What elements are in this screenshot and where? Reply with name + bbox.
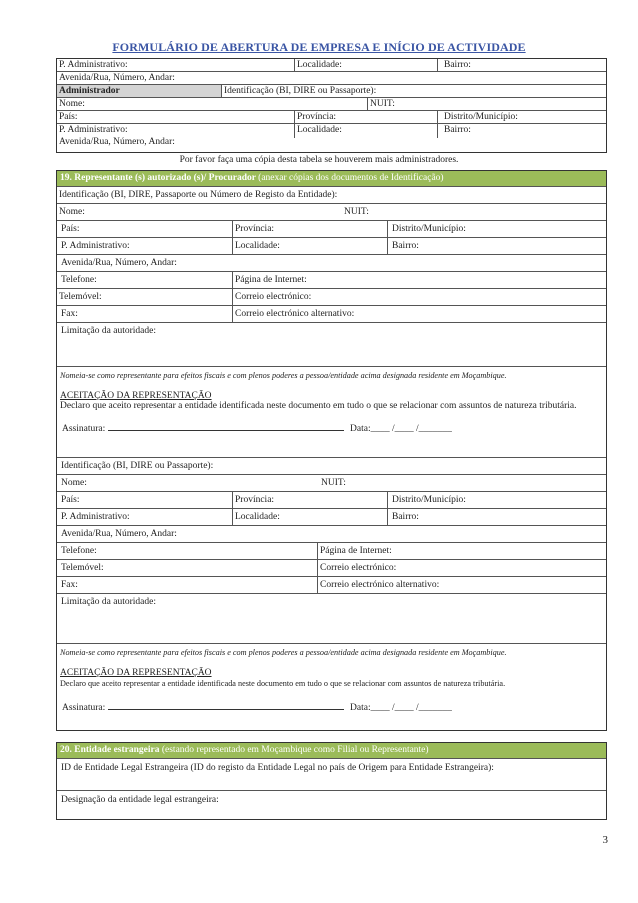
rep2-aceitacao-text: Declaro que aceito representar a entidade identificada neste documento em tudo o que se relacionar com assuntos de natureza tributária. [60, 679, 506, 688]
rep2-acceptance-block [57, 644, 606, 730]
avenida-field[interactable]: Avenida/Rua, Número, Andar: [59, 73, 175, 83]
rep1-nome-field[interactable]: Nome: [59, 207, 85, 217]
rep1-aceitacao-title: ACEITAÇÃO DA REPRESENTAÇÃO [60, 391, 212, 401]
p-admin-2-label: P. Administrativo: [59, 125, 128, 135]
provincia-field[interactable]: Província: [294, 111, 437, 123]
rep1-telemovel-field[interactable]: Telemóvel: [59, 292, 102, 302]
page-number: 3 [602, 834, 608, 846]
localidade-2-field[interactable]: Localidade: [294, 124, 437, 138]
rep2-signature-line [60, 701, 603, 713]
rep1-provincia-field[interactable]: Província: [232, 221, 387, 237]
rep1-distrito-field[interactable]: Distrito/Município: [387, 221, 608, 237]
rep1-localidade-field[interactable]: Localidade: [232, 238, 387, 254]
rep1-avenida-field[interactable]: Avenida/Rua, Número, Andar: [61, 258, 177, 268]
rep2-signature-field[interactable] [108, 701, 344, 710]
form-title: FORMULÁRIO DE ABERTURA DE EMPRESA E INÍCIO DE ACTIVIDADE [112, 40, 526, 54]
rep1-assinatura-label: Assinatura: [62, 424, 106, 434]
rep2-pagina-field[interactable]: Página de Internet: [317, 543, 608, 559]
rep1-aceitacao-text: Declaro que aceito representar a entidade identificada neste documento em tudo o que se relacionar com assuntos de natureza tributária. [60, 401, 577, 411]
rep2-p-admin-field[interactable]: P. Administrativo: [61, 512, 130, 522]
rep2-identificacao-field[interactable]: Identificação (BI, DIRE ou Passaporte): [61, 461, 214, 471]
section-20-title: 20. Entidade estrangeira [60, 745, 160, 755]
administrador-label: Administrador [57, 85, 221, 97]
section-19 [56, 170, 607, 731]
pais-field[interactable]: País: [59, 112, 78, 122]
rep1-data-field[interactable]: Data:____ /____ /_______ [350, 424, 452, 434]
rep2-fax-field[interactable]: Fax: [61, 580, 78, 590]
rep1-correio-alt-field[interactable]: Correio electrónico alternativo: [232, 306, 608, 322]
section-20-subtitle: (estando representado em Moçambique como Filial ou Representante) [161, 745, 429, 755]
rep2-nuit-field[interactable]: NUIT: [321, 478, 346, 488]
rep2-telemovel-field[interactable]: Telemóvel: [61, 563, 104, 573]
nome-field[interactable]: Nome: [59, 99, 85, 109]
rep1-identificacao-field[interactable]: Identificação (BI, DIRE, Passaporte ou Número de Registo da Entidade): [59, 190, 338, 200]
foreign-designacao-field[interactable]: Designação da entidade legal estrangeira: [61, 795, 219, 805]
rep2-pais-field[interactable]: País: [61, 495, 80, 505]
rep1-acceptance-block [57, 367, 606, 458]
rep1-telefone-field[interactable]: Telefone: [61, 275, 97, 285]
rep2-nomeia-text: Nomeia-se como representante para efeitos fiscais e com plenos poderes a pessoa/entidade acima designada residente em Moçambique. [60, 648, 507, 657]
bairro-2-field[interactable]: Bairro: [437, 124, 608, 138]
rep1-signature-line [60, 422, 603, 434]
p-admin-2-field[interactable] [57, 124, 294, 152]
rep2-nome-field[interactable]: Nome: [61, 478, 87, 488]
section-20 [56, 742, 607, 820]
rep1-signature-field[interactable] [108, 422, 344, 431]
rep2-correio-alt-field[interactable]: Correio electrónico alternativo: [317, 577, 608, 593]
rep2-limitacao-field[interactable]: Limitação da autoridade: [61, 597, 156, 607]
rep2-avenida-field[interactable]: Avenida/Rua, Número, Andar: [61, 529, 177, 539]
nuit-field[interactable]: NUIT: [367, 98, 608, 110]
section-19-subtitle: (anexar cópias dos documentos de Identificação) [258, 173, 444, 183]
rep2-telefone-field[interactable]: Telefone: [61, 546, 97, 556]
p-admin-field[interactable]: P. Administrativo: [59, 60, 128, 70]
rep2-aceitacao-title: ACEITAÇÃO DA REPRESENTAÇÃO [60, 668, 212, 678]
rep1-nuit-field[interactable]: NUIT: [344, 207, 369, 217]
rep2-data-field[interactable]: Data:____ /____ /_______ [350, 703, 452, 713]
rep1-pais-field[interactable]: País: [61, 224, 80, 234]
bairro-field[interactable]: Bairro: [437, 59, 608, 71]
rep2-correio-field[interactable]: Correio electrónico: [317, 560, 608, 576]
rep2-bairro-field[interactable]: Bairro: [387, 509, 608, 525]
rep2-provincia-field[interactable]: Província: [232, 492, 387, 508]
administrator-table [56, 58, 607, 153]
rep1-nomeia-text: Nomeia-se como representante para efeitos fiscais e com plenos poderes a pessoa/entidade acima designada residente em Moçambique. [60, 371, 507, 380]
distrito-field[interactable]: Distrito/Município: [437, 111, 608, 123]
localidade-field[interactable]: Localidade: [294, 59, 437, 71]
rep1-limitacao-field[interactable]: Limitação da autoridade: [61, 326, 156, 336]
identificacao-field[interactable]: Identificação (BI, DIRE ou Passaporte): [221, 85, 608, 97]
rep2-localidade-field[interactable]: Localidade: [232, 509, 387, 525]
avenida-2-label: Avenida/Rua, Número, Andar: [59, 137, 175, 147]
section-19-title: 19. Representante (s) autorizado (s)/ Procurador [60, 173, 256, 183]
foreign-id-field[interactable]: ID de Entidade Legal Estrangeira (ID do registo da Entidade Legal no país de Origem para Entidade Estrangeira): [61, 763, 494, 773]
copy-note: Por favor faça uma cópia desta tabela se houverem mais administradores. [179, 155, 459, 165]
rep1-pagina-field[interactable]: Página de Internet: [232, 272, 608, 288]
rep1-fax-field[interactable]: Fax: [61, 309, 78, 319]
section-19-heading [57, 171, 606, 187]
rep1-bairro-field[interactable]: Bairro: [387, 238, 608, 254]
rep2-assinatura-label: Assinatura: [62, 703, 106, 713]
rep1-correio-field[interactable]: Correio electrónico: [232, 289, 608, 305]
section-20-heading [57, 743, 606, 759]
rep2-distrito-field[interactable]: Distrito/Município: [387, 492, 608, 508]
rep1-p-admin-field[interactable]: P. Administrativo: [61, 241, 130, 251]
